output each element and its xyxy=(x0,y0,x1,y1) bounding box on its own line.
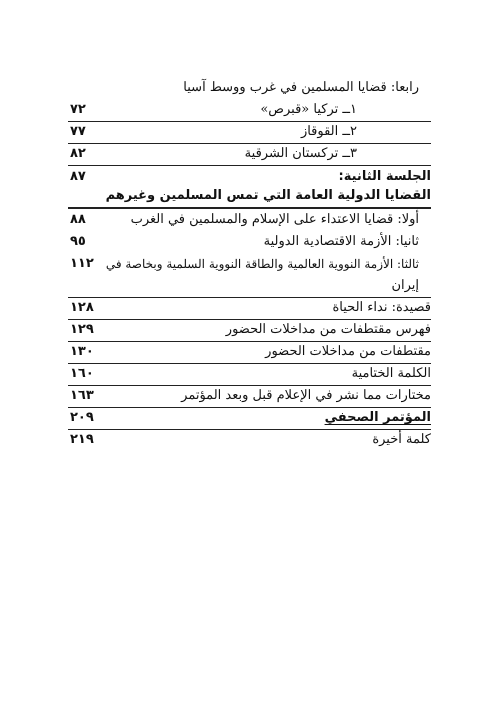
toc-row xyxy=(0,276,499,296)
toc-divider xyxy=(68,165,431,166)
toc-row xyxy=(0,364,499,384)
toc-row xyxy=(0,122,499,142)
toc-page-number: ٧٢ xyxy=(70,102,86,117)
toc-entry-title: ١ــ تركيا «قبرص» xyxy=(260,102,357,117)
toc-row xyxy=(0,430,499,450)
toc-entry-title: ثالثا: الأزمة النووية العالمية والطاقة النووية السلمية وبخاصة في xyxy=(105,257,419,271)
toc-row xyxy=(0,408,499,428)
toc-row xyxy=(0,320,499,340)
toc-entry-title: إيران xyxy=(391,278,419,293)
toc-page-number: ٨٧ xyxy=(70,169,86,184)
toc-page-number: ٨٢ xyxy=(70,146,86,161)
toc-row xyxy=(0,186,499,206)
toc-row xyxy=(0,386,499,406)
toc-entry-title: كلمة أخيرة xyxy=(372,432,431,447)
toc-page-number: ٢١٩ xyxy=(70,432,94,447)
toc-row xyxy=(0,78,499,98)
toc-entry-title: قصيدة: نداء الحياة xyxy=(332,300,431,315)
toc-row xyxy=(0,342,499,362)
toc-page-number: ١٢٨ xyxy=(70,300,94,315)
toc-entry-title: مقتطفات من مداخلات الحضور xyxy=(265,344,431,359)
toc-row xyxy=(0,210,499,230)
toc-page-number: ٩٥ xyxy=(70,234,86,249)
toc-page-number: ٧٧ xyxy=(70,124,86,139)
toc-row xyxy=(0,144,499,164)
toc-entry-title: ٣ــ تركستان الشرقية xyxy=(244,146,357,161)
toc-page-number: ١٦٠ xyxy=(70,366,94,381)
section-heading: المؤتمر الصحفي xyxy=(324,410,431,425)
toc-entry-title: مختارات مما نشر في الإعلام قبل وبعد المؤتمر xyxy=(181,388,431,403)
toc-divider xyxy=(68,207,431,209)
toc-entry-title: رابعا: قضايا المسلمين في غرب ووسط آسيا xyxy=(183,80,419,95)
toc-entry-title: ثانيا: الأزمة الاقتصادية الدولية xyxy=(263,234,419,249)
toc-page-number: ١٦٣ xyxy=(70,388,94,403)
toc-entry-title: فهرس مقتطفات من مداخلات الحضور xyxy=(225,322,431,337)
section-subheading: القضايا الدولية العامة التي تمس المسلمين وغيرهم xyxy=(105,188,431,203)
toc-row xyxy=(0,100,499,120)
toc-page-number: ١١٢ xyxy=(70,256,94,271)
toc-page-number: ١٢٩ xyxy=(70,322,94,337)
toc-page-number: ٢٠٩ xyxy=(70,410,94,425)
section-heading: الجلسة الثانية: xyxy=(338,169,431,184)
toc-row xyxy=(0,167,499,187)
toc-row xyxy=(0,254,499,274)
toc-entry-title: الكلمة الختامية xyxy=(351,366,431,381)
toc-entry-title: ٢ــ القوقاز xyxy=(300,124,357,139)
toc-entry-title: أولا: قضايا الاعتداء على الإسلام والمسلمين في الغرب xyxy=(130,212,419,227)
toc-row xyxy=(0,298,499,318)
toc-page-number: ٨٨ xyxy=(70,212,86,227)
toc-row xyxy=(0,232,499,252)
toc-page-number: ١٣٠ xyxy=(70,344,94,359)
